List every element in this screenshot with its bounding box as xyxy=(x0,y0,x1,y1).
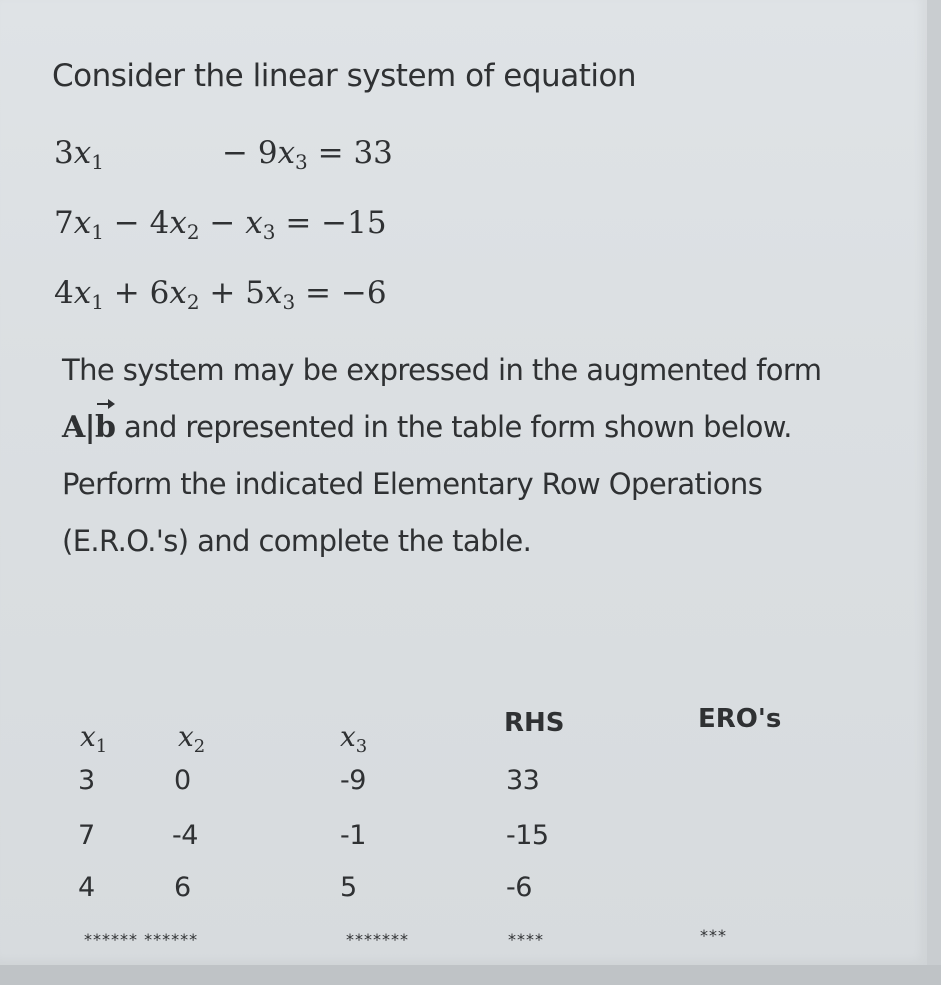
eq2-coef-x2: − 4 xyxy=(103,205,170,241)
header-x2-sub: 2 xyxy=(193,736,206,757)
header-rhs: RHS xyxy=(504,708,565,738)
instructions-line-2 xyxy=(62,399,882,456)
eq3-var-x3: x xyxy=(264,275,283,311)
eq2-sub-2: 2 xyxy=(186,220,200,244)
eq2-coef-x3: − xyxy=(199,205,246,241)
eq1-var-x3: x xyxy=(277,135,296,171)
placeholder-x3: ******* xyxy=(346,930,409,949)
header-x1-sub: 1 xyxy=(95,736,108,757)
screen-bottom-edge xyxy=(0,965,941,985)
header-x1 xyxy=(80,720,107,757)
header-x3-sub: 3 xyxy=(355,736,368,757)
eq1-sub-1: 1 xyxy=(91,150,104,174)
eq1-coef-x1: 3 xyxy=(54,135,74,171)
instructions-line-3: Perform the indicated Elementary Row Operations xyxy=(62,467,763,501)
instructions-line-4: (E.R.O.'s) and complete the table. xyxy=(62,524,532,558)
eq2-rhs: = −15 xyxy=(275,205,387,241)
eq3-coef-x3: + 5 xyxy=(199,275,265,311)
eq3-sub-3: 3 xyxy=(282,290,296,314)
placeholder-eros: *** xyxy=(700,926,727,945)
instructions-paragraph xyxy=(62,342,882,570)
eq1-var-x1: x xyxy=(73,135,92,171)
eq3-var-x1: x xyxy=(73,275,92,311)
instructions-line-1: The system may be expressed in the augmented form xyxy=(62,353,822,387)
vector-b: b xyxy=(95,399,115,456)
row-2-x3: -1 xyxy=(340,820,366,851)
intro-text: Consider the linear system of equation xyxy=(52,58,637,94)
header-x2-var: x xyxy=(178,720,194,753)
eq3-coef-x2: + 6 xyxy=(103,275,170,311)
row-1-x2: 0 xyxy=(174,765,191,796)
row-2-x1: 7 xyxy=(78,820,95,851)
row-2-rhs: -15 xyxy=(506,820,549,851)
row-3-x1: 4 xyxy=(78,872,95,903)
header-x3 xyxy=(340,720,367,757)
eq1-coef-x3: − 9 xyxy=(222,135,278,171)
equation-1-first-term xyxy=(54,135,104,174)
header-x2 xyxy=(178,720,205,757)
eq2-var-x3: x xyxy=(245,205,263,241)
row-3-x2: 6 xyxy=(174,872,191,903)
row-1-x3: -9 xyxy=(340,765,366,796)
eq3-sub-2: 2 xyxy=(186,290,200,314)
placeholder-x1-x2: ****** ****** xyxy=(84,930,199,949)
row-3-rhs: -6 xyxy=(506,872,532,903)
row-2-x2: -4 xyxy=(172,820,198,851)
equation-1-rest xyxy=(222,135,393,174)
header-x1-var: x xyxy=(80,720,96,753)
equation-2 xyxy=(54,205,387,244)
augmented-a-bar: A| xyxy=(62,410,95,445)
row-1-rhs: 33 xyxy=(506,765,540,796)
eq3-var-x2: x xyxy=(169,275,187,311)
eq3-coef-x1: 4 xyxy=(54,275,74,311)
placeholder-rhs: **** xyxy=(508,930,544,949)
header-x3-var: x xyxy=(340,720,356,753)
row-1-x1: 3 xyxy=(78,765,95,796)
eq2-sub-3: 3 xyxy=(262,220,276,244)
header-eros: ERO's xyxy=(698,704,782,734)
eq2-var-x1: x xyxy=(73,205,92,241)
row-3-x3: 5 xyxy=(340,872,357,903)
equation-3 xyxy=(54,275,387,314)
eq1-rhs: = 33 xyxy=(307,135,393,171)
eq1-sub-3: 3 xyxy=(295,150,308,174)
eq2-var-x2: x xyxy=(169,205,187,241)
eq2-sub-1: 1 xyxy=(91,220,104,244)
eq3-sub-1: 1 xyxy=(91,290,104,314)
eq2-coef-x1: 7 xyxy=(54,205,74,241)
instructions-line-2-rest: and represented in the table form shown below. xyxy=(115,410,792,444)
eq3-rhs: = −6 xyxy=(295,275,387,311)
